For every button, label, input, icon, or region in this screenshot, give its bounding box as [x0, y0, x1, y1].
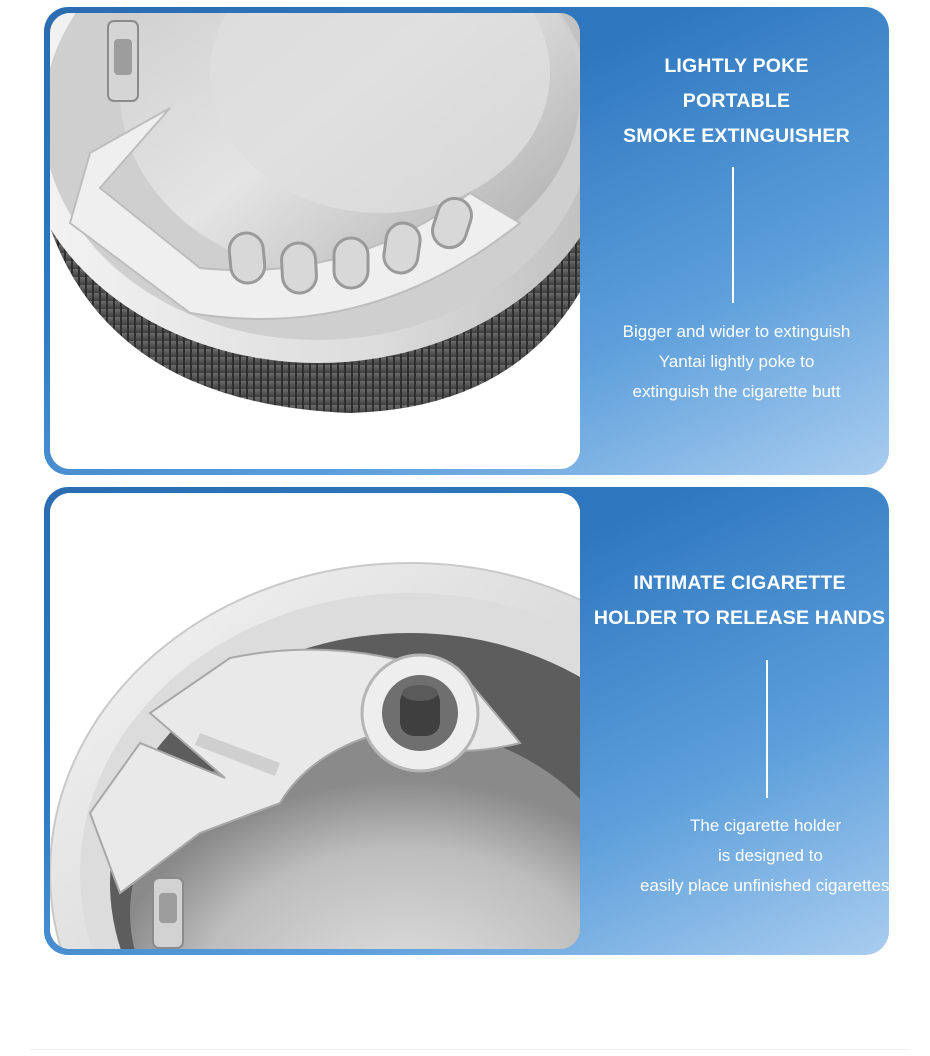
feature-heading: [584, 49, 889, 154]
description-line: easily place unfinished cigarettes: [640, 876, 889, 895]
description-line: is designed to: [718, 846, 823, 865]
heading-line: HOLDER TO RELEASE HANDS: [593, 607, 886, 629]
vertical-divider: [732, 167, 734, 303]
vertical-divider: [766, 660, 768, 798]
description-line: extinguish the cigarette butt: [632, 382, 841, 401]
feature-panel-holder: [44, 487, 889, 955]
description-line: The cigarette holder: [690, 816, 842, 835]
feature-heading: [590, 566, 889, 636]
feature-panel-extinguisher: [44, 7, 889, 475]
heading-line: SMOKE EXTINGUISHER: [623, 125, 850, 147]
product-photo-holder: [50, 493, 580, 949]
feature-text-holder: [580, 487, 889, 955]
description-line: Bigger and wider to extinguish: [622, 322, 851, 341]
heading-line: LIGHTLY POKE: [664, 55, 809, 77]
heading-line: PORTABLE: [682, 90, 791, 112]
bottom-divider: [30, 1049, 910, 1050]
heading-line: INTIMATE CIGARETTE: [633, 572, 846, 594]
feature-text-extinguisher: [580, 7, 889, 475]
feature-description: [584, 317, 889, 407]
description-line: Yantai lightly poke to: [658, 352, 815, 371]
feature-description: [580, 811, 889, 901]
product-photo-extinguisher: [50, 13, 580, 469]
